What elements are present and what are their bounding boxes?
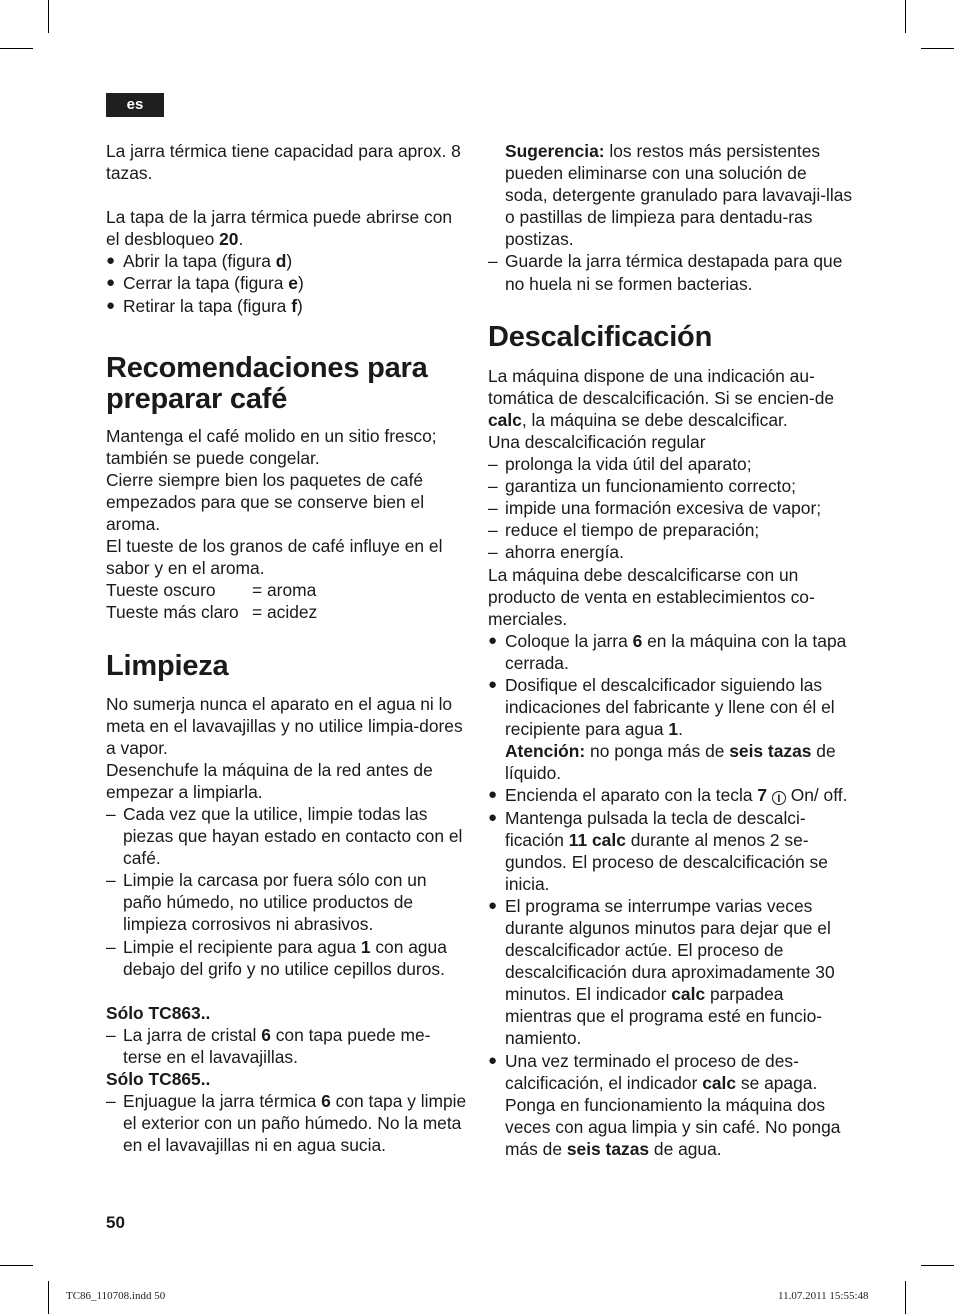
dash-icon: –: [488, 498, 498, 519]
dash-icon: –: [106, 1024, 116, 1045]
bullet-icon: ●: [488, 631, 498, 649]
dash-icon: –: [106, 870, 116, 891]
bullet-icon: ●: [106, 296, 116, 314]
intro-lid: La tapa de la jarra térmica puede abrirse con el desbloqueo 20.: [106, 207, 453, 250]
bullet-icon: ●: [488, 896, 498, 914]
paragraph: No sumerja nunca el aparato en el agua ni lo meta en el lavavajillas y no utilice limpia-dores a vapor.: [106, 693, 463, 758]
dash-icon: –: [488, 542, 498, 563]
paragraph: Desenchufe la máquina de la red antes de empezar a limpiarla.: [106, 759, 433, 802]
dash-icon: –: [488, 454, 498, 475]
crop-mark: [48, 1281, 49, 1314]
heading-recommendations: Recomendaciones para preparar café: [106, 351, 428, 415]
bullet-icon: ●: [488, 786, 498, 804]
list-item: – garantiza un funcionamiento correcto;: [488, 476, 796, 497]
paragraph: Mantenga el café molido en un sitio fresco; también se puede congelar.: [106, 425, 437, 468]
list-item: – Limpie el recipiente para agua 1 con agua debajo del grifo y no utilice cepillos duros.: [106, 936, 447, 979]
bullet-icon: ●: [488, 1051, 498, 1069]
dash-icon: –: [488, 520, 498, 541]
dash-icon: –: [106, 936, 116, 957]
dash-icon: –: [488, 476, 498, 497]
model-label-tc863: Sólo TC863..: [106, 1002, 211, 1023]
date-slug: 11.07.2011 15:55:48: [778, 1290, 869, 1302]
paragraph: Cierre siempre bien los paquetes de café empezados para que se conserve bien el aroma.: [106, 469, 425, 535]
list-item: – prolonga la vida útil del aparato;: [488, 454, 752, 475]
crop-mark: [905, 0, 906, 33]
list-item: ● Coloque la jarra 6 en la máquina con la tapa cerrada.: [488, 630, 847, 673]
model-label-tc865: Sólo TC865..: [106, 1069, 211, 1089]
right-column: [488, 140, 853, 1160]
list-item: – Enjuague la jarra térmica 6 con tapa y limpie el exterior con un paño húmedo. No la meta en el lavavajillas ni en agua sucia.: [106, 1091, 467, 1156]
crop-mark: [905, 1281, 906, 1314]
list-item: – Cada vez que la utilice, limpie todas las piezas que hayan estado en contacto con el café.: [106, 803, 463, 869]
bullet-icon: ●: [106, 252, 116, 270]
list-item: ● Dosifique el descalcificador siguiendo las indicaciones del fabricante y llene con él el recipiente para agua 1. Atención: no ponga más de seis tazas de líquido.: [488, 674, 836, 784]
tip-paragraph: Sugerencia: los restos más persistentes pueden eliminarse con una solución de soda, detergente granulado para lavavaji-llas o pastillas de limpieza para dentadu-ras postizas.: [505, 141, 853, 250]
bullet-icon: ●: [106, 274, 116, 292]
list-item: ● Abrir la tapa (figura d): [106, 251, 293, 272]
paragraph: El tueste de los granos de café influye en el sabor y en el aroma.: [106, 536, 443, 579]
list-item: ● Una vez terminado el proceso de des-calcificación, el indicador calc se apaga. Ponga en funcionamiento la máquina dos veces con agua limpia y sin café. No ponga más de seis tazas de agua.: [488, 1050, 841, 1159]
list-item: – ahorra energía.: [488, 542, 624, 563]
list-item: – La jarra de cristal 6 con tapa puede me-terse en el lavavajillas.: [106, 1024, 431, 1067]
crop-mark: [48, 0, 49, 33]
paragraph: La máquina dispone de una indicación au-tomática de descalcificación. Si se encien-de calc, la máquina se debe descalcificar.: [488, 365, 835, 430]
dash-icon: –: [106, 1091, 116, 1112]
list-item: ● El programa se interrumpe varias veces durante algunos minutos para dejar que el descalcificador actúe. El proceso de descalcificación dura aproximadamente 30 minutos. El indicador calc parpadea mientras que el programa esté en funcio-namiento.: [488, 895, 835, 1049]
crop-mark: [0, 48, 33, 49]
crop-mark: [0, 1265, 33, 1266]
page-number: 50: [106, 1213, 125, 1232]
language-tab: es: [106, 93, 164, 117]
paragraph: Una descalcificación regular: [488, 431, 706, 452]
list-item: ● Retirar la tapa (figura f): [106, 295, 303, 316]
roast-row: Tueste más claro = acidez: [106, 602, 318, 623]
list-item: ● Cerrar la tapa (figura e): [106, 273, 304, 294]
intro-capacity: La jarra térmica tiene capacidad para aprox. 8 tazas.: [106, 141, 461, 184]
list-item: – Limpie la carcasa por fuera sólo con un paño húmedo, no utilice productos de limpieza corrosivos ni abrasivos.: [106, 870, 427, 935]
list-item: ● Encienda el aparato con la tecla 7 I On/ off.: [488, 785, 848, 806]
roast-row: Tueste oscuro = aroma: [106, 580, 317, 601]
power-icon: I: [772, 791, 786, 805]
dash-icon: –: [488, 251, 498, 272]
dash-icon: –: [106, 803, 116, 824]
left-column: [106, 140, 468, 1156]
bullet-icon: ●: [488, 808, 498, 826]
list-item: ● Mantenga pulsada la tecla de descalci-ficación 11 calc durante al menos 2 se-gundos. El proceso de descalcificación se inicia.: [488, 807, 828, 894]
heading-cleaning: Limpieza: [106, 649, 229, 682]
list-item: – Guarde la jarra térmica destapada para que no huela ni se formen bacterias.: [488, 251, 843, 294]
heading-descaling: Descalcificación: [488, 320, 713, 353]
list-item: – impide una formación excesiva de vapor;: [488, 498, 822, 519]
crop-mark: [921, 48, 954, 49]
list-item: – reduce el tiempo de preparación;: [488, 520, 760, 541]
bullet-icon: ●: [488, 675, 498, 693]
crop-mark: [921, 1265, 954, 1266]
file-slug: TC86_110708.indd 50: [66, 1290, 166, 1302]
paragraph: La máquina debe descalcificarse con un producto de venta en establecimientos co-merciales.: [488, 564, 815, 629]
